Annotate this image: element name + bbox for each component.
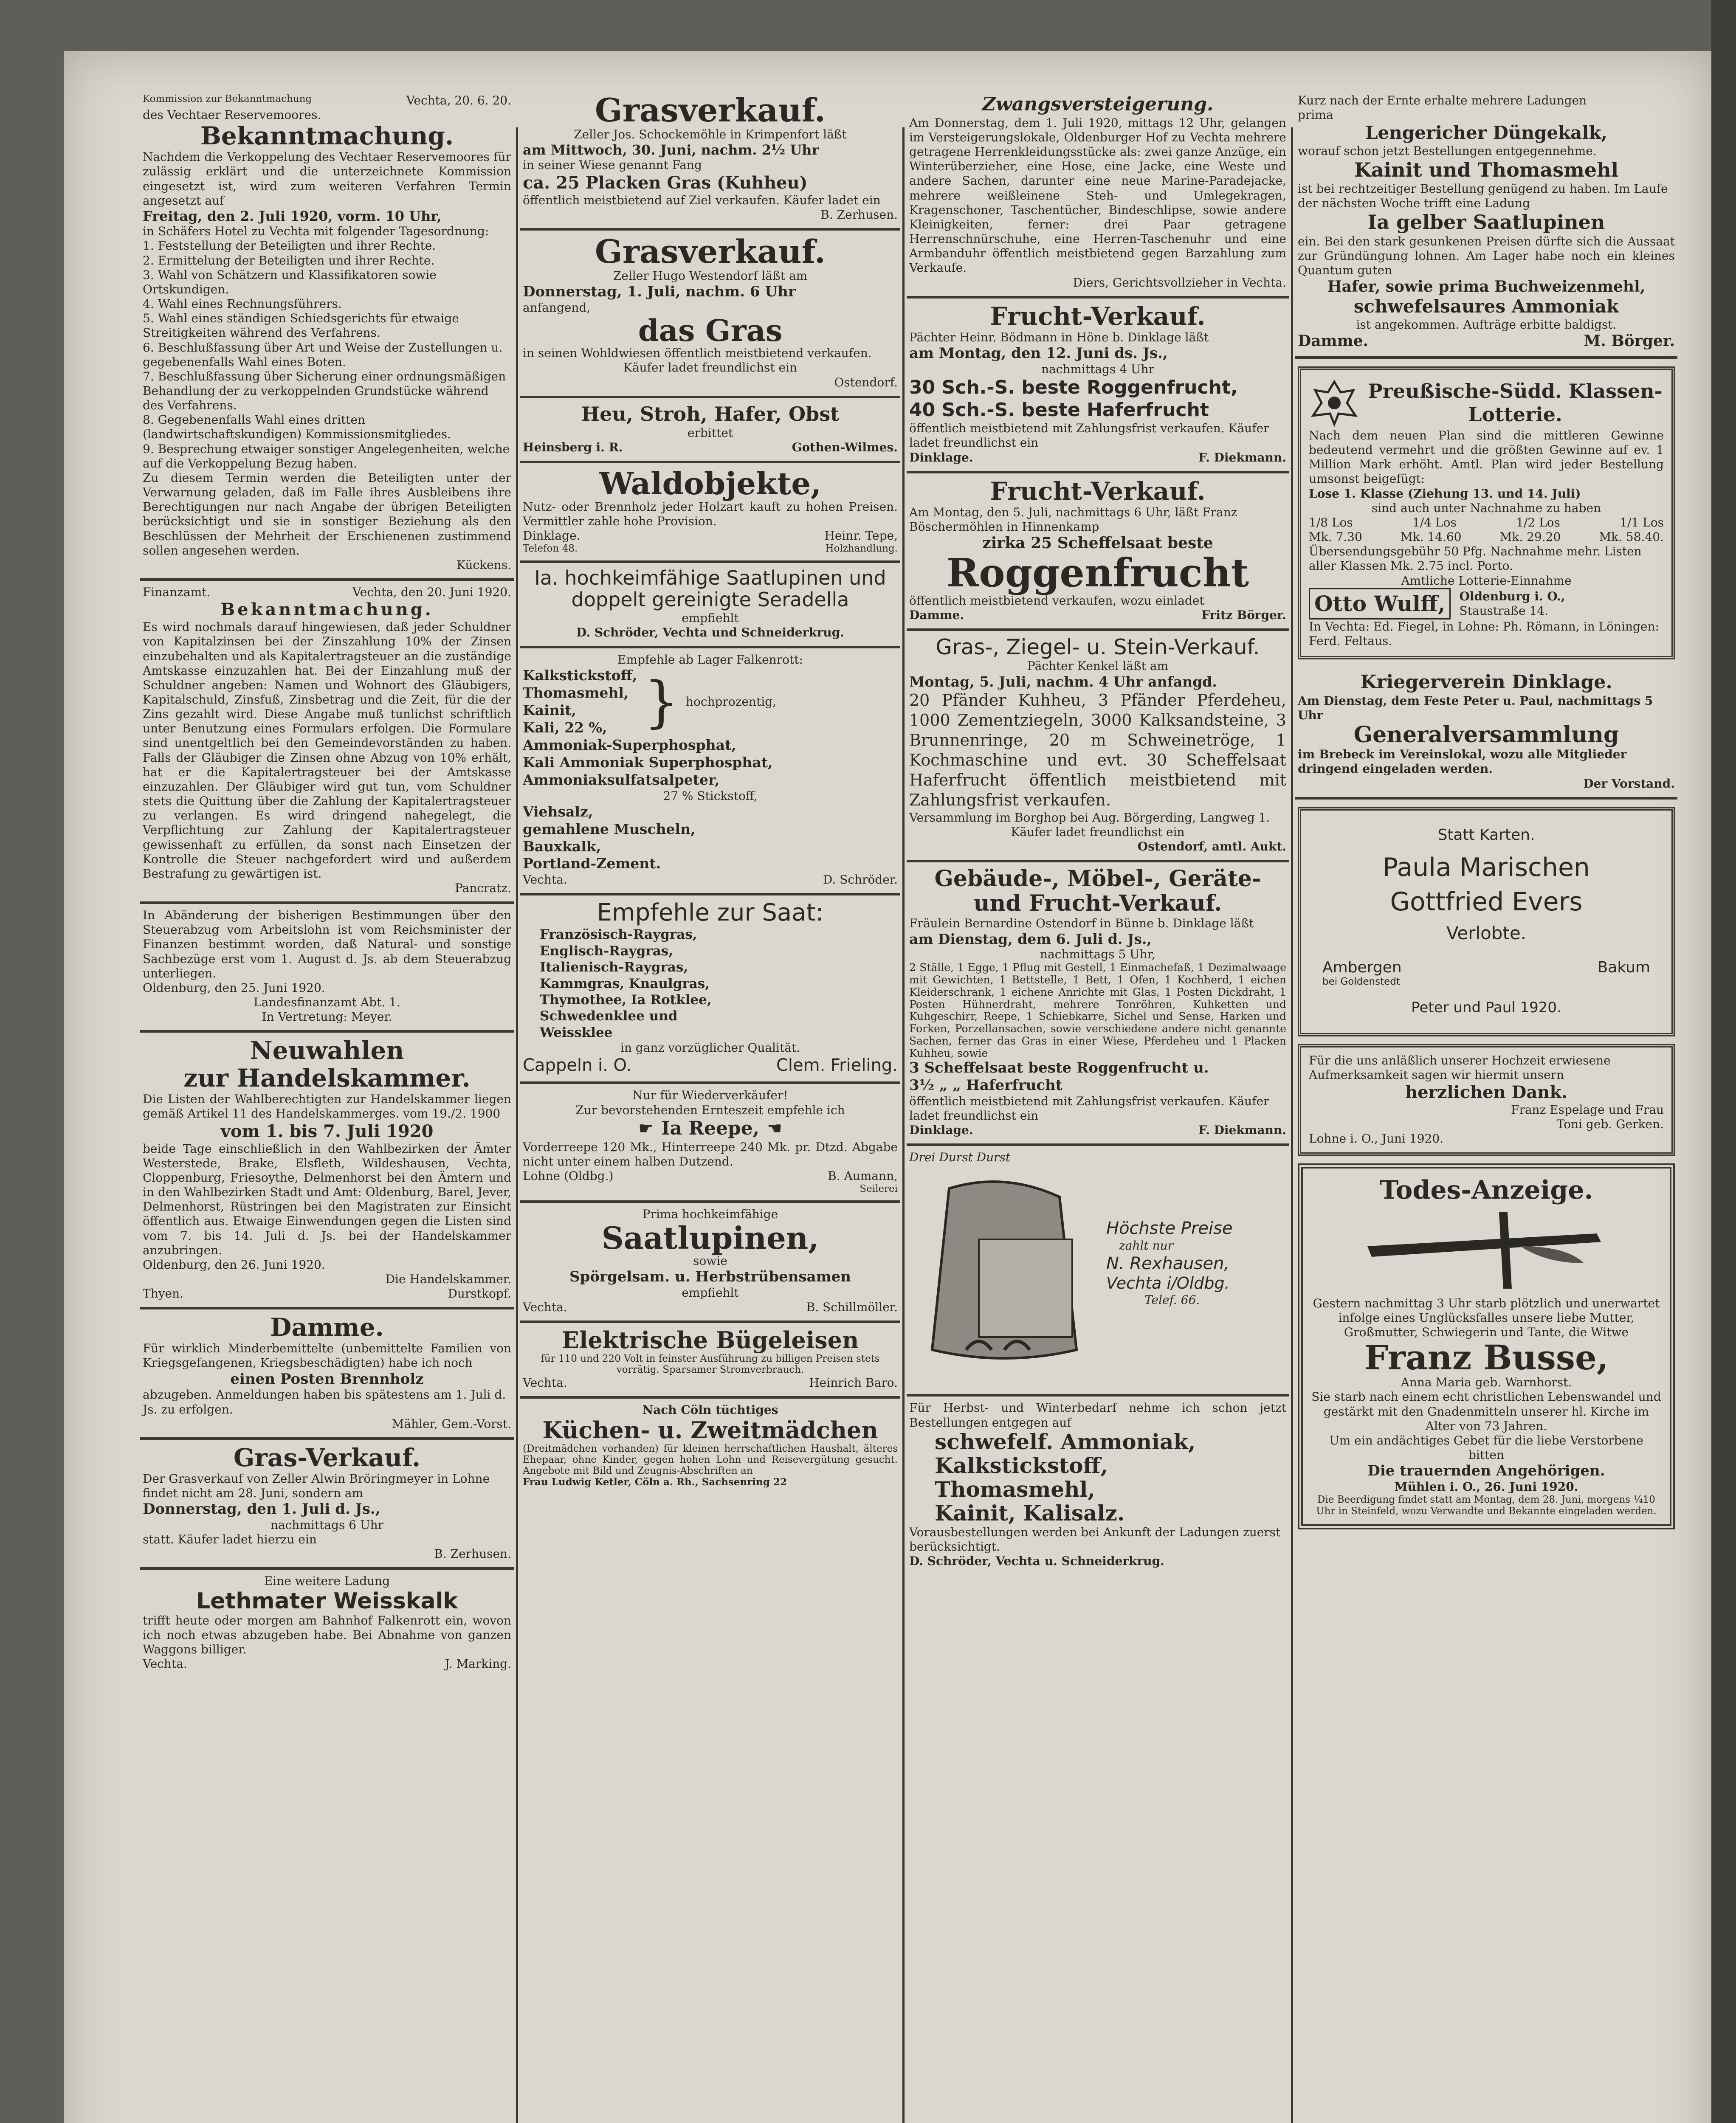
ad-title: Gras-Verkauf. [233,1443,421,1472]
ad-signature: Frau Ludwig Ketler, Cöln a. Rh., Sachsenring 22 [523,1476,787,1488]
ad-zweitmaedchen [520,1399,900,1494]
ad-subline: Amtliche Lotterie-Einnahme [1401,573,1572,588]
ad-buegeleisen [520,1323,900,1399]
ad-highlight: Lose 1. Klasse (Ziehung 13. und 14. Juli) [1309,486,1581,501]
product-item: Kalkstickstoff, [935,1453,1108,1478]
ad-date-line: Freitag, den 2. Juli 1920, vorm. 10 Uhr, [143,208,442,224]
ad-body: Sie starb nach einem echt christlichen Lebenswandel und gestärkt mit den Gnadenmitteln unserer hl. Kirche im Alter von 73 Jahren. [1311,1390,1661,1433]
ad-signature: Mähler, Gem.-Vorst. [392,1416,511,1431]
ad-subline: empfiehlt [682,1286,739,1300]
ad-body: ist angekommen. Aufträge erbitte baldigst. [1356,317,1617,332]
ad-body: Nachdem die Verkoppelung des Vechtaer Reservemoores für zulässig erklärt und die unterzeichnete Kommission eingesetzt ist, wird zum weiteren Verfahren Termin angesetzt auf [143,150,511,208]
ad-highlight: Ia Reepe, [661,1117,760,1139]
ad-signature: B. Schillmöller. [806,1300,898,1315]
column-4 [1295,89,1677,2123]
ad-herbstbedarf [907,1397,1289,1574]
ad-zwangsversteigerung [907,89,1289,298]
column-1 [140,89,514,2123]
ad-reepe [520,1084,900,1203]
ad-body: ein. Bei den stark gesunkenen Preisen dürfte sich die Aussaat zur Gründüngung lohnen. Am Lager habe noch ein kleines Quantum guten [1298,234,1675,277]
ad-place: Vechta. [523,1300,567,1315]
ad-steuerabzug [140,904,514,1033]
ad-subline: in ganz vorzüglicher Qualität. [620,1041,800,1055]
ad-place-date: Oldenburg, den 25. Juni 1920. [143,980,325,995]
ad-body: Gestern nachmittag 3 Uhr starb plötzlich und unerwartet infolge eines Unglücksfalles unsere liebe Mutter, Großmutter, Schwiegerin und Tante, die Witwe [1313,1296,1660,1340]
agenda-item: 7. Beschlußfassung über Sicherung einer ordnungsmäßigen Behandlung der zu verkoppelnden Grundstücke während des Verfahrens. [143,369,506,413]
ad-phone: Telef. 66. [1144,1293,1200,1307]
ad-body: worauf schon jetzt Bestellungen entgegennehme. [1298,144,1597,158]
ad-body: abzugeben. Anmeldungen haben bis spätestens am 1. Juli d. Js. zu erfolgen. [143,1388,506,1416]
ad-place: Cappeln i. O. [523,1056,632,1076]
ad-body: anfangend, [523,300,591,315]
ad-highlight: 40 Sch.-S. beste Haferfrucht [909,399,1209,421]
ad-body: Für die uns anläßlich unserer Hochzeit erwiesene Aufmerksamkeit sagen wir hiermit unsern [1309,1053,1611,1082]
lot-price: Mk. 7.30 [1309,530,1362,544]
ad-date-line: Montag, 5. Juli, nachm. 4 Uhr anfangd. [909,673,1217,690]
ad-date-line: Donnerstag, 1. Juli, nachm. 6 Uhr [523,283,796,300]
ad-header-left: Kommission zur Bekanntmachung [143,93,312,104]
lot-prices [1309,530,1664,544]
ad-place: Vechta. [523,1375,567,1390]
ad-signature: B. Zerhusen. [434,1547,511,1561]
ad-body: Die Beerdigung findet statt am Montag, dem 28. Juni, morgens ¼10 Uhr in Steinfeld, wozu Verwandte und Bekannte eingeladen werden. [1316,1494,1657,1517]
ad-frucht-verkauf-boeschermoehlen [907,473,1289,631]
ad-date-line: am Dienstag, dem 6. Juli d. Js., [909,930,1152,947]
product-item: Bauxkalk, [523,838,601,855]
ad-signature: M. Börger. [1584,332,1675,350]
ad-place: bei Goldenstedt [1322,976,1400,987]
ad-signature: Otto Wulff, [1309,588,1451,619]
lot-fraction: 1/2 Los [1516,515,1560,529]
lot-price: Mk. 58.40. [1599,530,1664,544]
ad-subline: erbittet [687,425,733,440]
ad-subline: sind auch unter Nachnahme zu haben [1371,501,1601,515]
ad-body: Käufer ladet freundlichst ein [623,360,798,375]
ad-place: Dinklage. [909,450,973,465]
ad-title: Lethmater Weisskalk [196,1588,458,1614]
ad-finanzamt [140,581,514,904]
product-item: Französisch-Raygras, [540,927,697,943]
ad-todesanzeige [1298,1163,1675,1529]
ad-place-date: Mühlen i. O., 26. Juni 1920. [1394,1479,1578,1494]
ad-body: Nach dem neuen Plan sind die mittleren Gewinne bedeutend vermehrt und die größten Gewinne auf ev. 1 Million Mark erhöht. Amtl. Plan wird jeder Bestellung umsonst beigefügt: [1309,428,1664,486]
ad-bekanntmachung-reservemoor [140,89,514,581]
ad-heu-stroh [520,398,900,464]
product-list [523,737,898,873]
ad-body: Nutz- oder Brennholz jeder Holzart kauft zu hohen Preisen. Vermittler zahle hohe Provision. [523,499,898,528]
brace-glyph: } [644,670,679,734]
ad-subline: Kurz nach der Ernte erhalte mehrere Ladungen [1298,93,1587,107]
lot-fractions [1309,515,1664,530]
ad-signature: Ostendorf, amtl. Aukt. [1137,839,1286,853]
ad-body: öffentlich meistbietend mit Zahlungsfrist verkaufen. Käufer ladet freundlichst ein [909,421,1269,450]
agenda-item: 8. Gegebenenfalls Wahl eines dritten (landwirtschaftskundigen) Kommissionsmitgliedes. [143,413,451,442]
column-rule [1291,127,1293,2123]
column-rule [516,127,518,2123]
product-item: Kali Ammoniak Superphosphat, [523,754,773,771]
ad-title: Preußische-Südd. Klassen-Lotterie. [1368,379,1663,426]
ad-title: Elektrische Bügeleisen [561,1326,859,1354]
ad-time: nachmittags 4 Uhr [1041,362,1155,376]
ad-body: 2 Ställe, 1 Egge, 1 Pflug mit Gestell, 1 Einmachefaß, 1 Dezimalwaage mit Gewichten, 1 Bettstelle, 1 Bett, 1 Ofen, 1 Kochherd, 1 eichen Kleiderschrank, 1 eichene Anrichte mit Glas, 1 Posten Dickdraht, 1 Posten Hühnerdraht, mehrere Tonröhren, Kuhketten und Kuhgeschirr, Reepe, 1 Schiebkarre, Sichel und Sense, Harken und Forken, Porzellansachen, sowie verschiedene andere nicht genannte Sachen, ferner das Gras in einer Wiese, Pferdeheu und 1 Placken Kuhheu, sowie [909,961,1286,1059]
ad-subline: Verlobte. [1446,922,1527,943]
ad-signature: Durstkopf. [448,1287,511,1301]
product-item: schwefelf. Ammoniak, [935,1429,1196,1454]
ad-subline: empfiehlt [682,611,739,625]
ad-date-line: am Mittwoch, 30. Juni, nachm. 2½ Uhr [523,141,819,158]
ad-body: Für Herbst- und Winterbedarf nehme ich schon jetzt Bestellungen entgegen auf [909,1401,1286,1430]
ad-saat-frieling [520,895,900,1084]
ad-body: Übersendungsgebühr 50 Pfg. Nachnahme mehr. Listen aller Klassen Mk. 2.75 incl. Porto. [1309,544,1642,573]
product-item: Kainit, [523,702,576,718]
ad-body: Die Listen der Wahlberechtigten zur Handelskammer liegen gemäß Artikel 11 des Handelskammerges. vom 19./2. 1900 [143,1092,511,1121]
lot-price: Mk. 29.20 [1499,530,1561,544]
ad-subline: Nur für Wiederverkäufer! [632,1088,788,1103]
ad-title: Neuwahlen [250,1036,404,1065]
product-list [523,926,898,1041]
lot-fraction: 1/4 Los [1412,515,1457,529]
ad-subline: zahlt nur [1119,1239,1174,1253]
ad-signature: Gothen-Wilmes. [792,440,898,455]
ad-grasverkauf-schockemoehle [520,89,900,231]
ad-kriegerverein [1295,667,1677,800]
eagle-crest-icon [1309,377,1360,428]
ad-body: trifft heute oder morgen am Bahnhof Falkenrott ein, wovon ich noch etwas abzugeben habe. Bei Abnahme von ganzen Waggons billiger. [143,1613,511,1657]
ad-danksagung [1298,1044,1675,1156]
cross-wreath-illustration [1359,1208,1614,1293]
ad-body: Zeller Hugo Westendorf läßt am [613,268,808,283]
ad-org: Die Handelskammer. [385,1272,511,1287]
ad-title: Lengericher Düngekalk, [1365,122,1608,144]
product-item: Italienisch-Raygras, [540,960,688,975]
ad-signature: Franz Espelage und Frau [1511,1103,1664,1117]
ad-rexhausen [907,1146,1289,1397]
ad-body: Versammlung im Borghop bei Aug. Börgerding, Langweg 1. [909,810,1270,825]
ad-body: statt. Käufer ladet hierzu ein [143,1532,317,1547]
ad-highlight: das Gras [638,313,783,348]
ad-body: Zu diesem Termin werden die Beteiligten unter der Verwarnung geladen, daß im Falle ihres Ausbleibens ihre Berechtigungen nur nach Angabe der übrigen Beteiligten berücksichtigt und sie in sonstiger Beziehung als den Beschlüssen der Mehrheit der Erschienenen zustimmend sollen angesehen werden. [143,470,511,557]
ad-body: für 110 und 220 Volt in feinster Ausführung zu billigen Preisen stets vorrätig. Sparsamer Stromverbrauch. [541,1353,880,1376]
ad-place: Lohne (Oldbg.) [523,1168,614,1183]
ad-subline: sowie [693,1254,727,1268]
ad-signature: Toni geb. Gerken. [1556,1117,1664,1132]
ad-body: Für wirklich Minderbemittelte (unbemittelte Familien von Kriegsgefangenen, Kriegsbeschädigten) habe ich noch [143,1341,511,1370]
ad-body: öffentlich meistbietend verkaufen, wozu einladet [909,593,1204,608]
ad-highlight: Höchste Preise [1106,1219,1233,1239]
ad-gras-verkauf [140,1440,514,1570]
ad-title: Hafer, sowie prima Buchweizenmehl, [1327,278,1646,296]
lot-fraction: 1/1 Los [1620,515,1664,529]
ad-signature: B. Zerhusen. [820,207,898,222]
ad-body: Der Grasverkauf von Zeller Alwin Bröringmeyer in Lohne findet nicht am 28. Juni, sondern am [143,1471,490,1500]
ad-signature: Ostendorf. [834,375,898,389]
ad-title: Küchen- u. Zweitmädchen [542,1416,878,1444]
pointing-hand-icon: ☛ [638,1119,654,1139]
ad-body: öffentlich meistbietend mit Zahlungsfrist verkaufen. Käufer ladet freundlichst ein [909,1094,1269,1123]
ad-title: Grasverkauf. [595,91,826,129]
product-item: Ammoniaksulfatsalpeter, [523,771,720,788]
ad-frucht-verkauf-boedmann [907,298,1289,473]
column-2 [520,89,900,2123]
ad-place: Bakum [1597,958,1650,976]
ad-title: Frucht-Verkauf. [990,476,1206,506]
ad-body: Pächter Heinr. Bödmann in Höne b. Dinklage läßt [909,330,1209,344]
ad-place: Vechta. [143,1657,187,1671]
ad-body: Zeller Jos. Schockemöhle in Krimpenfort läßt [574,127,847,141]
product-item: Kali, 22 %, [523,719,607,736]
product-list [909,1430,1286,1525]
ad-signature: J. Marking. [445,1657,511,1671]
ad-place-date: Lohne i. O., Juni 1920. [1309,1132,1444,1146]
ad-title: Empfehle zur Saat: [597,899,824,927]
product-item: Thymothee, Ia Rotklee, [540,992,712,1008]
ad-subline: Statt Karten. [1437,826,1535,844]
ad-signature: Clem. Frieling. [776,1056,898,1076]
ad-highlight: Generalversammlung [1353,722,1619,748]
ad-address: Staustraße 14. [1459,603,1548,618]
ad-title: Gras-, Ziegel- u. Stein-Verkauf. [936,635,1260,660]
ad-title: Todes-Anzeige. [1379,1175,1593,1205]
ad-signature: F. Diekmann. [1198,450,1286,465]
ad-signature: D. Schröder, Vechta u. Schneiderkrug. [909,1554,1164,1568]
ad-date-line: am Montag, den 12. Juni ds. Js., [909,344,1168,362]
ad-place-date: Oldenburg, den 26. Juni 1920. [143,1257,325,1272]
product-item: Ammoniak-Superphosphat, [523,736,736,753]
ad-title: Bekanntmachung. [220,600,434,620]
ad-body: in seiner Wiese genannt Fang [523,158,702,172]
ad-signature: F. Diekmann. [1198,1123,1286,1138]
ad-body: öffentlich meistbietend auf Ziel verkaufen. Käufer ladet ein [523,193,881,207]
ad-subline: des Vechtaer Reservemoores. [143,108,321,122]
agenda-item: 5. Wahl eines ständigen Schiedsgerichts für etwaige Streitigkeiten während des Verfahrens. [143,311,459,340]
product-item: Portland-Zement. [523,855,661,872]
column-rule [902,127,905,2123]
ad-handelskammer [140,1033,514,1309]
ad-body: in seinen Wohldwiesen öffentlich meistbietend verkaufen. [523,346,872,360]
ad-gras-ziegel-stein [907,631,1289,862]
ad-subline: Prima hochkeimfähige [642,1207,778,1222]
ad-script-line: Drei Durst Durst [909,1150,1011,1165]
ad-signature: D. Schröder, Vechta und Schneiderkrug. [576,625,845,639]
agenda-item: 6. Beschlußfassung über Art und Weise der Zustellungen u. gegebenenfalls Wahl eines Boten. [143,340,503,369]
ad-weisskalk [140,1570,514,1677]
ad-signature: Der Vorstand. [1583,776,1675,791]
ad-date: Peter und Paul 1920. [1411,999,1561,1016]
ad-body: ist bei rechtzeitiger Bestellung genügend zu haben. Im Laufe der nächsten Woche trifft eine Ladung [1298,182,1668,211]
ad-body: Am Donnerstag, dem 1. Juli 1920, mittags 12 Uhr, gelangen im Versteigerungslokale, Oldenburger Hof zu Vechta mehrere getragene Herrenkleidungsstücke als: zwei ganze Anzüge, ein Winterüberzieher, eine Hose, eine Jacke, eine Weste und andere Sachen, darunter eine neue Marine-Paradejacke, mehrere weißleinene Steh- und Umlegekragen, Kragenschoner, Taschentücher, Bindeschlipse, sowie andere Kleinigkeiten, ferner: drei Paar getragene Herrenschnürschuhe, eine Herren-Taschenuhr und eine Armbanduhr öffentlich meistbietend gegen Barzahlung zum Verkaufe. [909,115,1286,275]
ad-saatlupinen-schroeder [520,563,900,648]
ad-highlight: 3 Scheffelsaat beste Roggenfrucht u. [909,1059,1209,1077]
ad-subline: prima [1298,108,1333,122]
product-item: Thomasmehl, [523,684,629,701]
ad-body: Fräulein Bernardine Ostendorf in Bünne b. Dinklage läßt [909,916,1254,930]
product-item: Thomasmehl, [935,1476,1095,1502]
ad-body: Pächter Kenkel läßt am [1027,659,1168,673]
ad-duenger-falkenrott [520,648,900,895]
ad-highlight: 30 Sch.-S. beste Roggenfrucht, [909,376,1238,398]
product-item: Kalkstickstoff, [523,667,637,684]
ad-business: Seilerei [860,1183,898,1194]
ad-grasverkauf-westendorf [520,231,900,398]
ad-highlight: Roggenfrucht [946,550,1249,596]
ad-signature: B. Aumann, [828,1168,898,1183]
ad-boerger-duenger [1295,89,1677,359]
ad-damme-brennholz [140,1309,514,1440]
ad-body: Am Dienstag, dem Feste Peter u. Paul, nachmittags 5 Uhr [1298,693,1653,722]
ad-place: Ambergen [1322,958,1402,976]
product-item: Schwedenklee und [540,1008,678,1024]
ad-body: Käufer ladet freundlichst ein [1011,825,1185,839]
ad-place: Heinsberg i. R. [523,440,623,455]
ad-title: Frucht-Verkauf. [990,301,1206,331]
lot-price: Mk. 14.60 [1400,530,1462,544]
ad-address: Oldenburg i. O., [1459,589,1565,603]
ad-body: In Vechta: Ed. Fiegel, in Lohne: Ph. Römann, in Löningen: Ferd. Feltaus. [1309,619,1659,648]
ad-signature: Kückens. [457,557,511,572]
ad-highlight: herzlichen Dank. [1405,1082,1567,1103]
ad-org: Finanzamt. [143,585,211,600]
ad-title: Damme. [270,1313,384,1342]
ad-place: Damme. [1298,332,1369,350]
product-item: Kainit, Kalisalz. [935,1500,1125,1526]
ad-time: nachmittags 5 Uhr, [1040,947,1155,962]
ad-place: Damme. [909,608,964,622]
ad-title: Bekanntmachung. [200,121,454,151]
ad-place: Vechta. [523,873,567,887]
ad-title: Heu, Stroh, Hafer, Obst [581,402,840,425]
ad-date: Vechta, den 20. Juni 1920. [352,585,511,600]
ad-title: Kainit und Thomasmehl [1354,158,1619,181]
ad-saatlupinen-schillmoeller [520,1203,900,1323]
ad-body: im Brebeck im Vereinslokal, wozu alle Mitglieder dringend eingeladen werden. [1298,747,1627,776]
ad-subline: zirka 25 Scheffelsaat beste [982,534,1213,552]
ad-body: Es wird nochmals darauf hingewiesen, daß jeder Schuldner von Kapitalzinsen bei der Zinszahlung 10% der Zinsen einzubehalten und als Kapitalertragsteuer an die zuständige Amtskasse einzuzahlen hat. Bei der Einzahlung muß der Schuldner angeben: Namen und Wohnort des Gläubigers, Kapitalschuld, Zinsfuß, Zinsbetrag und die Zeit, für die der Zins gezahlt wird. Diese Angabe muß tunlichst schriftlich unter Benutzung eines Formulars erfolgen. Die Formulare sind unentgeltlich bei den Gemeindevorständen zu haben. Falls der Gläubiger die Zinsen ohne Abzug von 10% erhält, hat er die Kapitalertragsteuer bei der Amtskasse einzuzahlen. Der Gläubiger wird gut tun, vom Schuldner stets die Quittung über die Zahlung der Kapitalertragsteuer zu verlangen. Es wird dringend nahegelegt, die Verpflichtung zur Zahlung der Kapitalertragsteuer gewissenhaft zu erfüllen, da sonst nach Einsetzen der Kontrolle die Steuer nachgefordert wird und außerdem Bestrafung zu gewärtigen ist. [143,620,511,881]
ad-highlight: Spörgelsam. u. Herbstrübensamen [569,1268,851,1286]
ad-signature: Die trauernden Angehörigen. [1367,1462,1605,1480]
ad-title: Waldobjekte, [599,465,822,502]
ad-subline: Nach Cöln tüchtiges [642,1402,778,1417]
ad-title: Ia. hochkeimfähige Saatlupinen und doppelt gereinigte Seradella [534,566,886,611]
ad-title: Gebäude-, Möbel-, Geräte- und Frucht-Verkauf. [934,866,1261,917]
product-item: Kammgras, Knaulgras, [540,976,710,991]
agenda-item: 4. Wahl eines Rechnungsführers. [143,297,342,311]
product-note: hochprozentig, [685,694,777,709]
agenda-list [143,239,511,471]
ad-body: Um ein andächtiges Gebet für die liebe Verstorbene bitten [1329,1433,1643,1462]
ad-highlight: einen Posten Brennholz [230,1370,424,1388]
ad-signature: Heinrich Baro. [809,1375,898,1390]
ad-org: Landesfinanzamt Abt. 1. [254,995,400,1010]
scan-edge [1711,0,1736,2123]
product-item: Englisch-Raygras, [540,943,674,959]
agenda-item: 9. Besprechung etwaiger sonstiger Angelegenheiten, welche auf die Verkoppelung Bezug haben. [143,442,510,470]
ad-signature: Thyen. [143,1287,184,1301]
ad-signature: Diers, Gerichtsvollzieher in Vechta. [1073,275,1286,290]
ad-title: Saatlupinen, [601,1219,819,1256]
ad-gebaeude-moebel [907,862,1289,1146]
ad-title: Ia gelber Saatlupinen [1367,211,1605,234]
rexhausen-tag [1106,1218,1285,1307]
product-item: gemahlene Muscheln, [523,820,696,837]
lot-fraction: 1/8 Los [1309,515,1353,529]
ad-place: Dinklage. [909,1123,973,1138]
agenda-item: 1. Feststellung der Beteiligten und ihrer Rechte. [143,239,436,253]
ad-title: Kriegerverein Dinklage. [1360,671,1612,693]
ad-date-line: Donnerstag, den 1. Juli d. Js., [143,1501,380,1518]
bag-illustration [915,1171,1093,1371]
ad-place: Dinklage. [523,529,581,543]
ad-title: schwefelsaures Ammoniak [1353,296,1619,317]
agenda-item: 2. Ermittelung der Beteiligten und ihrer Rechte. [143,253,435,267]
ad-body: beide Tage einschließlich in den Wahlbezirken der Ämter Westerstede, Brake, Elsfleth, Wildeshausen, Vechta, Cloppenburg, Friesoythe, Delmenhorst bei den Ämtern und in den Wahlbezirken Stadt und Amt: Oldenburg, Barel, Jever, Delmenhorst, Rüstringen bei den Magistraten zur Einsicht öffentlich aus. Etwaige Einwendungen gegen die Listen sind vom 7. bis 14. Juli d. Js. bei der Handelskammer anzubringen. [143,1141,511,1257]
ad-body: (Dreitmädchen vorhanden) für kleinen herrschaftlichen Haushalt, älteres Ehepaar, ohne Kinder, gegen hohen Lohn und Reisevergütung gesucht. Angebote mit Bild und Zeugnis-Abschriften an [523,1443,898,1477]
ad-title: zur Handelskammer. [183,1064,471,1093]
ad-highlight: ca. 25 Placken Gras (Kuhheu) [523,172,808,193]
ad-place: Vechta i/Oldbg. [1106,1273,1230,1292]
ad-body: Vorderreepe 120 Mk., Hinterreepe 240 Mk. pr. Dtzd. Abgabe nicht unter einem halben Dutzend. [523,1140,898,1168]
ad-waldobjekte [520,463,900,563]
ad-subline: Eine weitere Ladung [264,1574,390,1588]
ad-signature: Fritz Börger. [1201,608,1286,622]
ad-date: Vechta, 20. 6. 20. [406,93,511,107]
ad-title: Grasverkauf. [595,232,826,270]
ad-signature: Heinr. Tepe, [824,529,898,543]
product-item: 27 % Stickstoff, [663,788,758,803]
ad-name: Gottfried Evers [1390,887,1583,917]
ad-time: nachmittags 6 Uhr [270,1518,384,1532]
ad-klassenlotterie [1298,366,1675,659]
product-item: Weissklee [540,1025,613,1040]
ad-signature: D. Schröder. [823,873,898,887]
ad-highlight: 3½ „ „ Haferfrucht [909,1077,1062,1094]
ad-date-line: vom 1. bis 7. Juli 1920 [220,1121,434,1141]
ad-body: 20 Pfänder Kuhheu, 3 Pfänder Pferdeheu, 1000 Zementziegeln, 3000 Kalksandsteine, 3 Brunnenringe, 20 m Schweinetröge, 1 Kochmaschine und evt. 30 Scheffelsaat Haferfrucht öffentlich meistbietend mit Zahlungsfrist verkaufen. [909,690,1286,810]
ad-signature: N. Rexhausen, [1106,1253,1230,1273]
ad-body: Zur bevorstehenden Ernteszeit empfehle ich [575,1103,845,1117]
column-3 [907,89,1289,2123]
ad-body: in Schäfers Hotel zu Vechta mit folgender Tagesordnung: [143,224,489,239]
ad-signature: In Vertretung: Meyer. [262,1010,392,1024]
ad-subline: Empfehle ab Lager Falkenrott: [617,653,803,667]
ad-subline: Anna Maria geb. Warnhorst. [1401,1375,1572,1390]
product-item: Viehsalz, [523,803,593,820]
ad-business: Holzhandlung. [825,543,898,555]
product-list [523,667,637,737]
ad-body: Vorausbestellungen werden bei Ankunft der Ladungen zuerst berücksichtigt. [909,1525,1281,1554]
pointing-hand-icon: ☚ [767,1119,782,1139]
agenda-item: 3. Wahl von Schätzern und Klassifikatoren sowie Ortskundigen. [143,267,437,296]
ad-verlobung [1298,807,1675,1036]
ad-title: Zwangsversteigerung. [982,93,1214,115]
ad-phone: Telefon 48. [523,543,578,555]
ad-signature: Pancratz. [455,881,511,895]
ad-name: Paula Marischen [1383,852,1590,882]
ad-body: Am Montag, den 5. Juli, nachmittags 6 Uhr, läßt Franz Böschermöhlen in Hinnenkamp [909,505,1237,534]
ad-body: In Abänderung der bisherigen Bestimmungen über den Steuerabzug vom Arbeitslohn ist vom Reichsminister der Finanzen bestimmt worden, daß Natural- und sonstige Sachbezüge erst vom 1. August d. Js. ab dem Steuerabzug unterliegen. [143,908,511,980]
ad-name: Franz Busse, [1364,1337,1609,1378]
